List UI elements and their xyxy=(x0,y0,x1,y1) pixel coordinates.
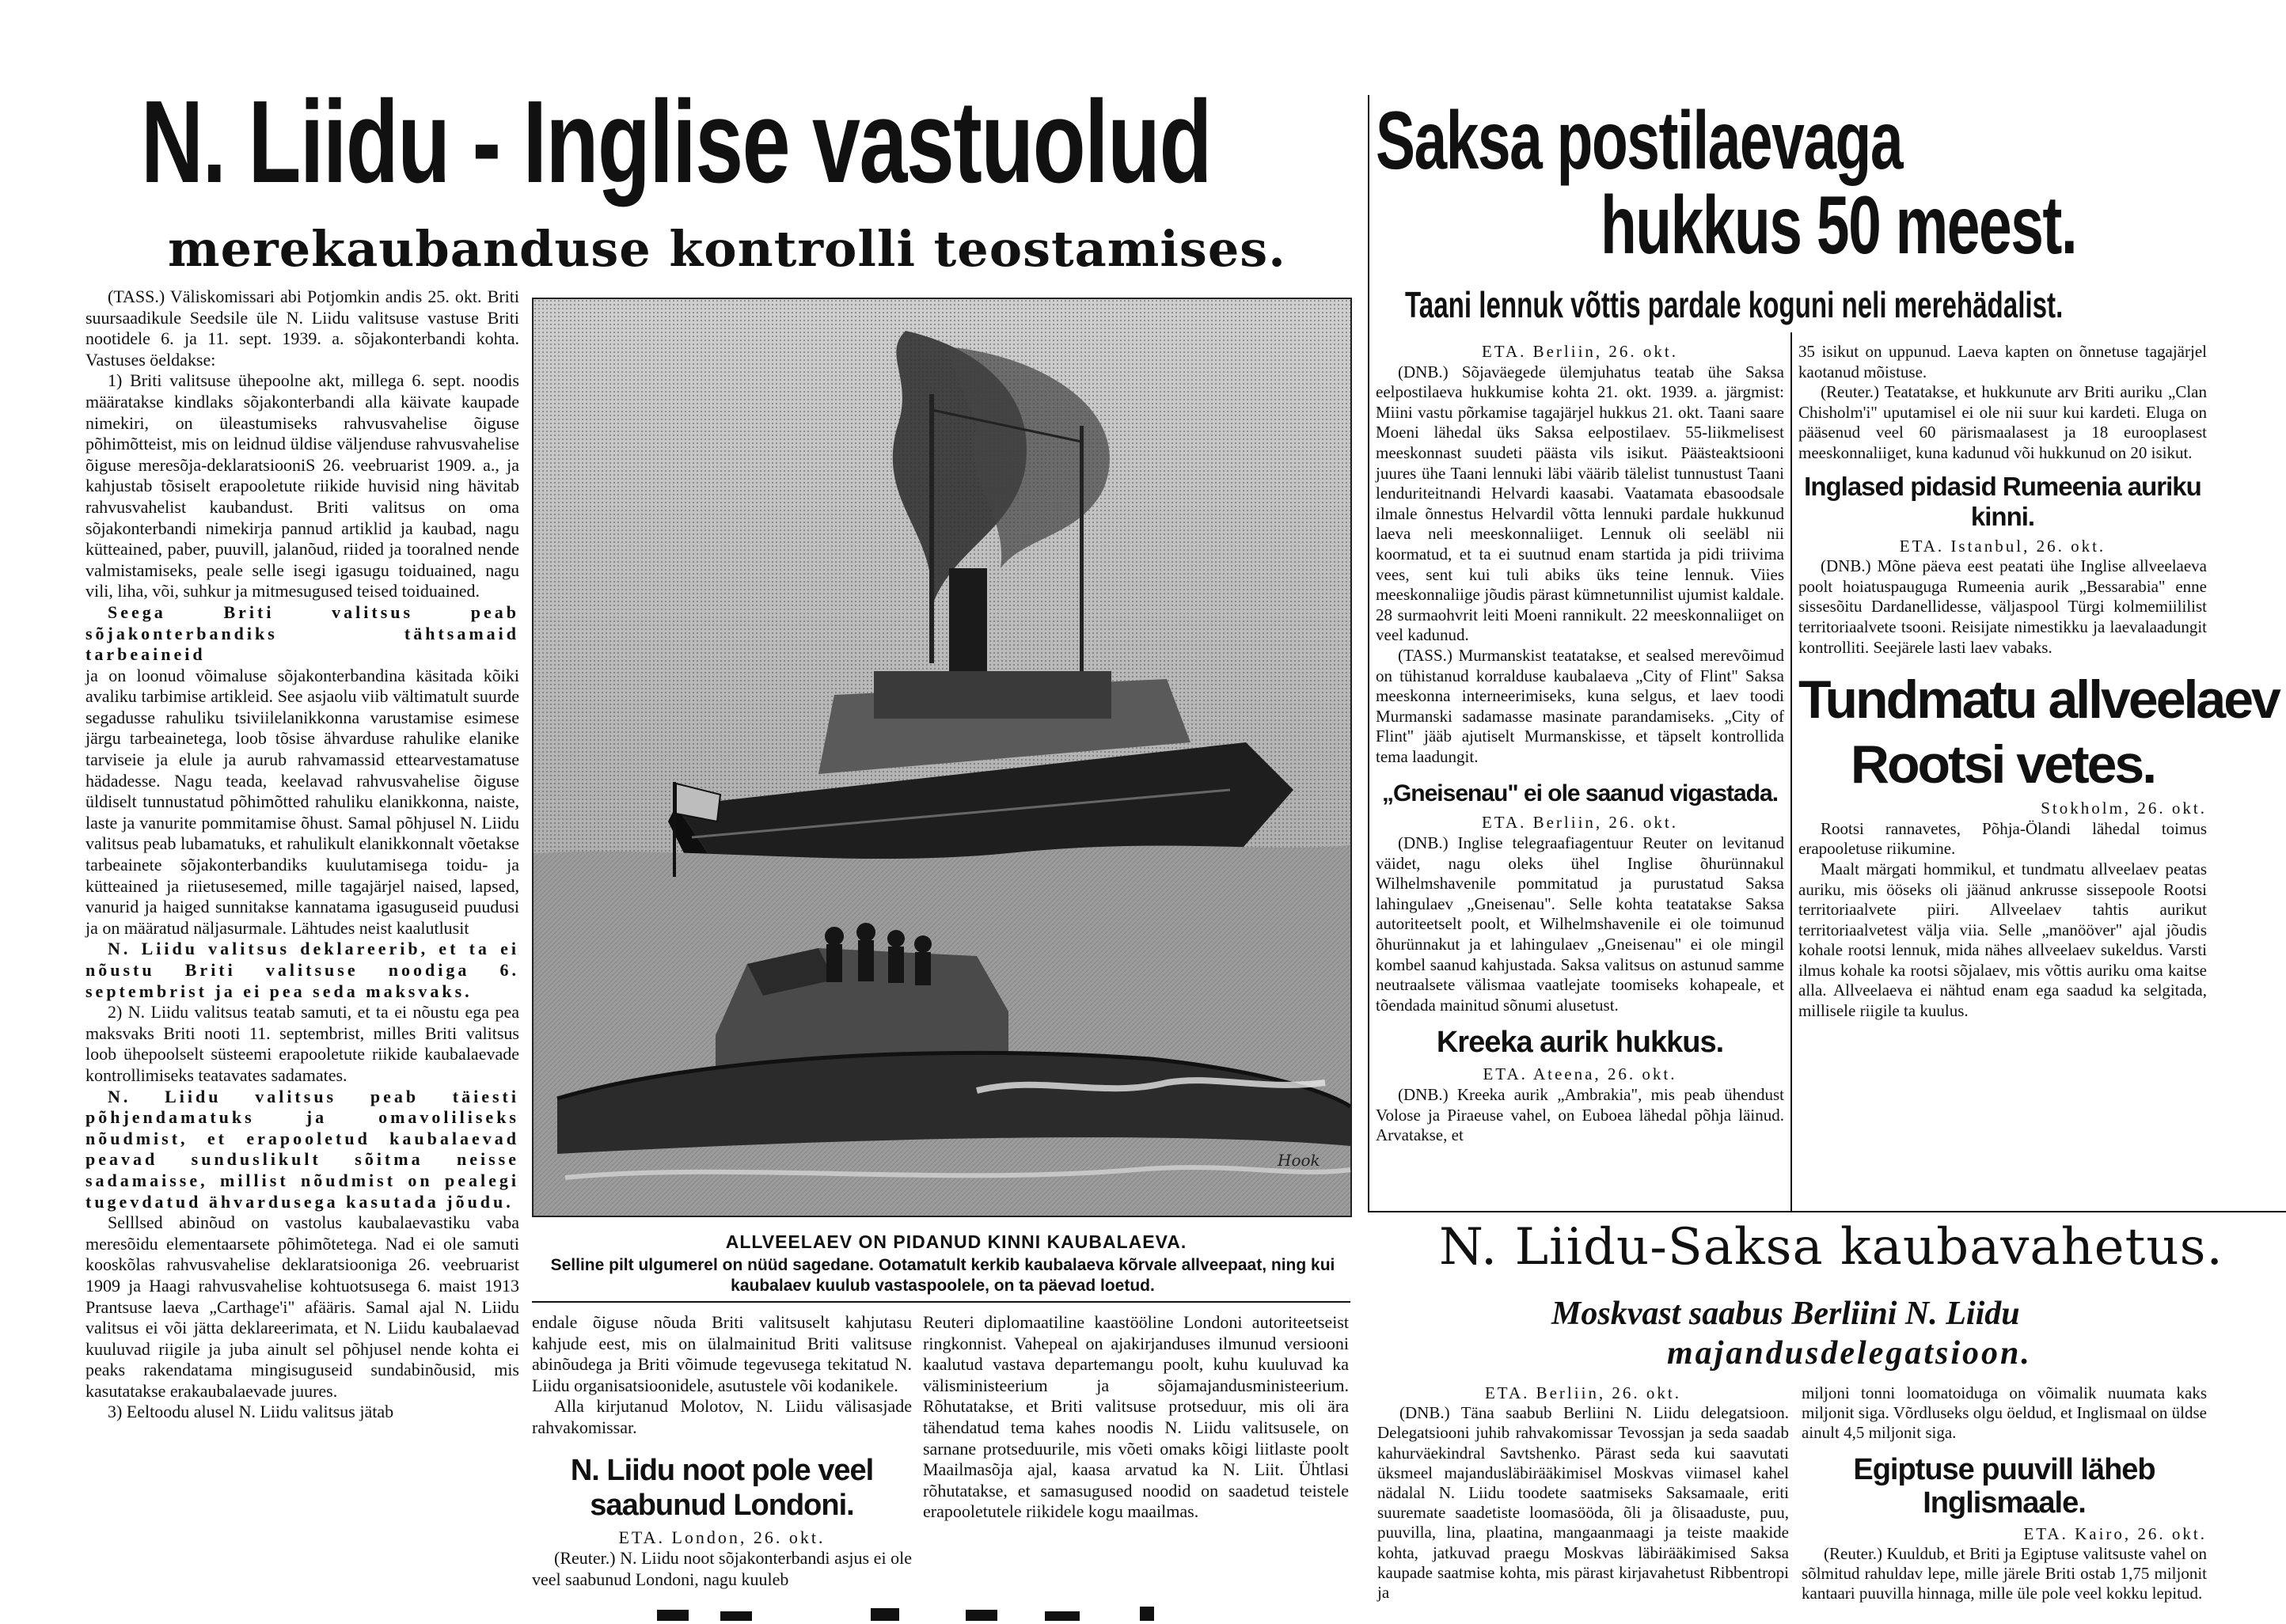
section-subheadline: Kreeka aurik hukkus. xyxy=(1436,1026,1724,1060)
section-subheadline: Egiptuse puuvill läheb Inglismaale. xyxy=(1853,1452,2155,1520)
photo-caption-text: Selline pilt ulgumerel on nüüd sagedane. Ootamatult kerkib kaubalaeva kõrvale allveepaat, ning kui kaubalaev kuulub vastaspoolele, on ta päevad loetud. xyxy=(550,1256,1335,1295)
paragraph: ja on loonud võimaluse sõjakonterbandina käsitada kõiki avaliku tarbimise artikleid. See asjaolu viib vältimatult suurde segadusse rahuliku tsiviilelanikkonna varustamise esimese järgu tarbeainetega, loob tõsise ähvarduse rahulike elanike tarviseie ja elule ja aurub rahvamassid ettearvestamatuse hädadesse. Nagu teada, keelavad rahvusvahelise õiguse üldiselt tunnustatud põhimõtted rahuliku elanikkonna, naiste, laste ja vanurite pommitamise õhust. Samal põhjusel N. Liidu valitsus peab lubamatuks, et rahulikult elanikkonnalt võetakse tarbeainete sõjakonterbandiks kuulutamisega toidu- ja kütteained ja riietusesemed, mille tagajärjel naised, lapsed, vanurid ja haiged sunnitakse kannatama igasuguseid puudusi ja on määratud näljasurmale. Lähtudes neist kaalutlusit xyxy=(85,665,519,938)
article-column-6 xyxy=(1377,1383,1789,1621)
main-subheadline: merekaubanduse kontrolli teostamises. xyxy=(168,220,1286,278)
section-subheadline: N. Liidu noot pole veel saabunud Londoni. xyxy=(570,1453,874,1522)
paragraph: Rootsi rannavetes, Põhja-Ölandi lähedal toimus erapooletuse riikumine. xyxy=(1798,818,2207,859)
right-subheadline: Taani lennuk võttis pardale koguni neli merehädalist. xyxy=(1405,284,2064,325)
dateline: ETA. London, 26. okt. xyxy=(618,1527,826,1547)
paragraph: N. Liidu valitsus deklareerib, et ta ei nõustu Briti valitsuse noodiga 6. septembrist ja ei pea seda maksvaks. xyxy=(85,939,519,1001)
paragraph: (TASS.) Väliskomissari abi Potjomkin andis 25. okt. Briti suursaadikule Seedsile üle N. Liidu valitsuse vastuse Briti nootidele 6. ja 11. sept. 1939. a. sõjakonterbandi kohta. Vastuses öeldakse: xyxy=(85,286,519,370)
photo-caption-title: ALLVEELAEV ON PIDANUD KINNI KAUBALAEVA. xyxy=(725,1231,1187,1252)
dateline: ETA. Berliin, 26. okt. xyxy=(1481,813,1679,833)
paragraph: Alla kirjutanud Molotov, N. Liidu välisasjade rahvakomissar. xyxy=(532,1396,912,1437)
paragraph: 35 isikut on uppunud. Laeva kapten on õnnetuse tagajärjel kaotanud mõistuse. xyxy=(1798,342,2207,381)
right-headline-line2: hukkus 50 meest. xyxy=(1601,180,2077,271)
section-subheadline: Inglased pidasid Rumeenia auriku kinni. xyxy=(1804,471,2201,531)
submarine-ship-illustration xyxy=(532,298,1352,1217)
paragraph: 3) Eeltoodu alusel N. Liidu valitsus jätab xyxy=(108,1402,394,1422)
caption-rule xyxy=(532,1301,1350,1303)
paragraph: miljoni tonni loomatoiduga on võimalik nuumata kaks miljonit siga. Võrdluseks olgu öeldud, et Inglismaal on üldse ainult 4,5 miljonit siga. xyxy=(1802,1383,2207,1443)
artist-signature: Hook xyxy=(1278,1151,1320,1170)
paragraph: (DNB.) Täna saabub Berliini N. Liidu delegatsioon. Delegatsiooni juhib rahvakomissar Tevossjan ja seda saadab kahurväekindral Savtshenko. Pärast seda kui saavutati üksmeel majandusläbirääkimisel Moskvas viimasel kahel nädalal N. Liidu toodete saatmiseks Saksamaale, eriti suuremate saadetiste loomasööda, õli ja õlisaaduste, puu, puuvilla, lina, plaatina, mangaanmaagi ja teiste maakide kohta, jatkuvad praegu Moskvas läbirääkimised Saksa kaupade saatmise kohta, mis pärast kirjavahetust Ribbentropi ja xyxy=(1377,1403,1789,1603)
section-headline: Tundmatu allveelaev xyxy=(1798,670,2279,730)
paragraph: endale õiguse nõuda Briti valitsuselt kahjutasu kahjude eest, mis on ülalmainitud Briti valitsuse abinõudega ja Briti võimude tegevusega tekitatud N. Liidu organisatsioonidele, asutustele või kodanikele. xyxy=(532,1312,912,1395)
paragraph: (Reuter.) Teatatakse, et hukkunute arv Briti auriku „Clan Chisholm'i" uputamisel ei ole nii suur kui kardeti. Eluga on pääsenud veel 60 pärismaalasest ja 18 eurooplasest meeskonnaliiget, kuna kadunud või hukkunud on 20 isikut. xyxy=(1798,382,2207,462)
article-column-7 xyxy=(1802,1383,2207,1621)
paragraph: (Reuter.) N. Liidu noot sõjakonterbandi asjus ei ole veel saabunud Londoni, nagu kuuleb xyxy=(532,1548,912,1589)
right-headline-line1: Saksa postilaevaga xyxy=(1376,95,1903,187)
dateline: ETA. Kairo, 26. okt. xyxy=(2023,1523,2207,1543)
bottom-headline: N. Liidu-Saksa kaubavahetus. xyxy=(1439,1218,2223,1277)
paragraph: Selllsed abinõud on vastolus kaubalaevastiku vaba meresõidu elementaarsete põhimõtetega. Nad ei ole samuti kooskõlas rahvusvahelise deklaratsiooniga 26. veebruarist 1909 ja Haagi rahvusvahelise kohtuotsusega 6. maist 1913 Prantsuse laeva „Carthage'i" afääris. Samal ajal N. Liidu valitsus ei või jätta deklareerimata, et N. Liidu kaubalaevad kuuluvad riigile ja juba ainult sel põhjusel nende kohta ei peaks rakendatama mingisuguseid sundabinõusid, mis kasutatakse erakaubalaevade juures. xyxy=(85,1212,519,1401)
bottom-subheadline-1: Moskvast saabus Berliini N. Liidu xyxy=(1551,1296,2020,1332)
section-subheadline: „Gneisenau" ei ole saanud vigastada. xyxy=(1381,780,1779,807)
paragraph: Maalt märgati hommikul, et tundmatu allveelaev peatas auriku, mis ööseks oli jäänud ankrusse sissepoole Rootsi territoriaalvete piiri. Allveelaev tahtis aurikut territoriaalvetest välja viia. Selle „manööver" ajal jõudis kohale rootsi lennuk, mida nähes allveelaev sukeldus. Varsti ilmus kohale ka rootsi sõjalaev, mis võttis auriku oma kaitse alla. Allveelaeva ei nähtud enam ega saadud ka selgitada, millisele riigile ta kuulus. xyxy=(1798,859,2207,1021)
paragraph: (DNB.) Sõjaväegede ülemjuhatus teatab ühe Saksa eelpostilaeva hukkumise kohta 21. okt. 1939. a. järgmist: Miini vastu põrkamise tagajärjel hukkus 21. okt. Taani saare Moeni lähedal üks Saksa eelpostilaev. 55-liikmelisest meeskonnast suudeti päästa vils isikut. Päästeaktsiooni juures ühe Taani lennuki läbi väärib tälelist tunnustust Taani lenduriteitnandi Helvardi kaasabi. Vaatamata ebasoodsale ilmale õnnestus Helvardil võtta lennuki pardale hukkunud laeva neli meeskonnaliiget. Lennuk oli seeläbl nii koormatud, et ta ei suutnud enam startida ja pidi triivima vees, sent kui tuli abiks üks teine lennuk. Viies meeskonnaliige jõudis pärast kümnetunnilist ujumist kaldale. 28 surmaohvrit leiti Moeni rannikult. 22 meeskonnaliiget on veel kadunud. xyxy=(1376,362,1784,645)
paragraph: (DNB.) Kreeka aurik „Ambrakia", mis peab ühendust Volose ja Piraeuse vahel, on Euboea lähedal põhja läinud. Arvatakse, et xyxy=(1376,1085,1784,1145)
column-rule xyxy=(1790,332,1792,1211)
paragraph: N. Liidu valitsus peab täiesti põhjendamatuks ja omavoliliseks nõudmist, et erapooletud kaubalaevad peavad sunduslikult sõitma neisse sadamaisse, millist nõudmist on pealegi tugevdatud ähvardusega kasutada jõudu. xyxy=(85,1086,519,1212)
paragraph: Reuteri diplomaatiline kaastööline Londoni autoriteetseist ringkonnist. Vahepeal on ajakirjanduses ilmunud versiooni kaalutud vastava departemangu poolt, kuhu kuuluvad ka välisministeerium ja sõjamajandusministeerium. Rõhutatakse, et Briti valitsuse protseduur, mis oli ära tähendatud tema kahes noodis N. Liidu valitsusele, on sarnane protseduurile, mis võeti omaks kõigi liitlaste poolt Maailmasõja ajal, kaasa arvatud ka N. Liit. Ühtlasi rõhutatakse, et samasugused noodid on saadetud teistele erapooletutele riikidele kogu maailmas. xyxy=(923,1312,1349,1522)
article-column-5 xyxy=(1798,342,2279,1205)
article-column-2 xyxy=(532,1312,912,1621)
dateline: ETA. Istanbul, 26. okt. xyxy=(1899,536,2106,556)
paragraph: (Reuter.) Kuuldub, et Briti ja Egiptuse valitsuste vahel on sõlmitud rahuldav lepe, mille järele Briti ostab 1,75 miljonit kantaari puuvilla hinnaga, mille üle pole veel kokku lepitud. xyxy=(1802,1543,2207,1603)
headline-fragment-svg xyxy=(633,1605,1266,1621)
paragraph: (DNB.) Inglise telegraafiagentuur Reuter on levitanud väidet, nagu oleks ühel Inglise õhurünnakul Wilhelmshavenile pommitatud ja purustatud Saksa lahingulaev „Gneisenau". Selle kohta teatatakse Saksa autoriteetselt poolt, et Wilhelmshavenile ei ole toimunud õhurünnakut ja et lahingulaev „Gneisenau" ei ole mingil kombel saanud kahjustada. Saksa valitsus on astunud samme neutraalsete välismaa vaatlejate toomiseks kohapeale, et tõendada mainitud sõnumi alusetust. xyxy=(1376,833,1784,1015)
dateline: ETA. Berliin, 26. okt. xyxy=(1484,1383,1682,1402)
paragraph: 1) Briti valitsuse ühepoolne akt, millega 6. sept. noodis määratakse kindlaks sõjakonterbandi alla käivate kaupade nimekiri, on üleastumiseks rahvusvahelise õiguse põhimõtteist, mis on leidnud üldise väljenduse rahvusvahelise õiguse meresõja-deklaratsiooniS 26. veebruarist 1909. a., ja kahjustab tõsiselt erapooletute riikide huvisid ning hävitab rahvusvahelist kaubandust. Briti valitsus on oma sõjakonterbandi nimekirja pannud artiklid ja kaubad, nagu kütteained, paber, puuvill, jalanõud, riided ja tooralned nende valmistamiseks, peale selle isegi igasugu toiduained, nagu vili, liha, või, suhkur ja mitmesugused teised toiduained. xyxy=(85,370,519,601)
illustration-svg xyxy=(534,299,1350,1216)
main-headline: N. Liidu - Inglise vastuolud xyxy=(141,77,1211,207)
article-column-4 xyxy=(1376,342,1784,1205)
paragraph: Seega Briti valitsus peab sõjakonterbandiks tähtsamaid tarbeaineid xyxy=(85,601,519,665)
article-column-1 xyxy=(85,286,519,1621)
cut-off-headline-fragment xyxy=(633,1605,1266,1621)
column-rule xyxy=(1368,95,1369,1211)
paragraph: (DNB.) Mõne päeva eest peatati ühe Inglise allveelaeva poolt hoiatuspauguga Rumeenia aurik „Bessarabia" enne sissesõitu Dardanellidesse, väljaspool Türgi kolmemiililist territoriaalvete tsooni. Reisijate nimestikku ja laevalaadungit kontrolliti. Seejärele lasti laev vabaks. xyxy=(1798,556,2207,657)
column-rule xyxy=(1368,1211,2286,1212)
paragraph: 2) N. Liidu valitsus teatab samuti, et ta ei nõustu ega pea maksvaks Briti nooti 11. septembrist, milles Briti valitsus loob ühepoolselt süsteemi erapooletute riikide kaubalaevade kontrollimiseks teatavates sadamates. xyxy=(85,1002,519,1085)
article-column-3 xyxy=(923,1312,1349,1550)
dateline: Stokholm, 26. okt. xyxy=(2041,799,2207,818)
dateline: ETA. Ateena, 26. okt. xyxy=(1483,1064,1677,1084)
dateline: ETA. Berliin, 26. okt. xyxy=(1481,342,1679,361)
section-headline: Rootsi vetes. xyxy=(1850,734,2155,795)
bottom-subheadline-2: majandusdelegatsioon. xyxy=(1667,1335,2032,1372)
paragraph: (TASS.) Murmanskist teatatakse, et sealsed merevõimud on tühistanud korralduse kaubalaeva „City of Flint" Saksa meeskonna interneerimiseks, kuna selgus, et laev toodi Murmanski sadamasse masinate parandamiseks. „City of Flint" jääb ajutiselt Murmanskisse, et täpselt kontrollida tema laadungit. xyxy=(1376,645,1784,766)
